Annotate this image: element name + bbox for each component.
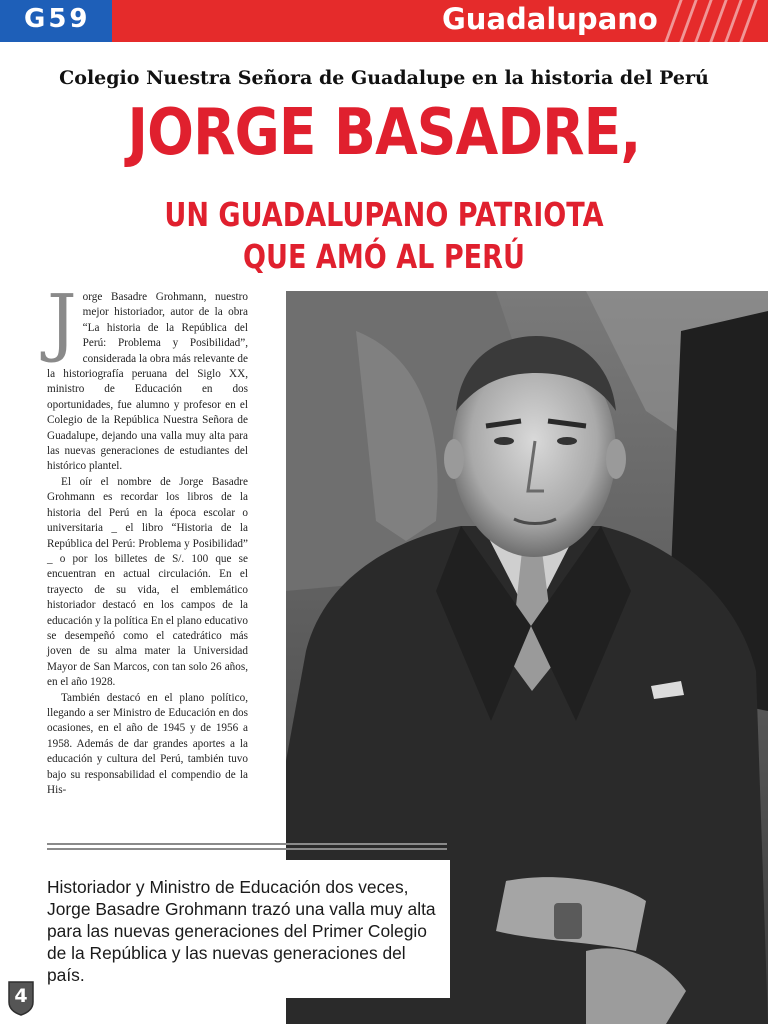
magazine-title: Guadalupano (442, 2, 658, 36)
header-banner (112, 0, 768, 42)
page-number: 4 (14, 985, 28, 1007)
header-section-badge (0, 0, 112, 42)
banner-stripe (664, 0, 682, 42)
banner-stripe (694, 0, 712, 42)
drop-cap: J (47, 279, 77, 365)
banner-stripe (724, 0, 742, 42)
banner-stripe (709, 0, 727, 42)
subheadline-line-2: QUE AMÓ AL PERÚ (243, 237, 525, 276)
page-number-badge (6, 980, 36, 1016)
article-body (47, 279, 248, 798)
photo-caption: Historiador y Ministro de Educación dos veces, Jorge Basadre Grohmann trazó una valla muy alta para las nuevas generaciones del Primer Colegio de la República y las nuevas generaciones del país. (47, 877, 436, 985)
banner-stripe (679, 0, 697, 42)
caption-rule-bottom (47, 848, 447, 850)
article-paragraph-2: El oír el nombre de Jorge Basadre Grohmann es recordar los libros de la historia del Perú en la época escolar o universitaria _ el libro “Historia de la República del Perú: Problema y Posibilidad” _ o por los billetes de S/. 100 que se encuentran en actual circulación. En el trayecto de su vida, el emblemático historiador destacó en los campos de la educación y la política En el plano educativo se desempeñó como el catedrático más joven de su alma mater la Universidad Mayor de San Marcos, con tan solo 26 años, en el año 1928. (47, 475, 248, 689)
banner-stripe (739, 0, 757, 42)
caption-rule-top (47, 843, 447, 845)
kicker-line: Colegio Nuestra Señora de Guadalupe en la historia del Perú (59, 67, 709, 89)
article-paragraph-1: orge Basadre Grohmann, nuestro mejor historiador, autor de la obra “La historia de la República del Perú: Problema y Posibilidad”, considerada la obra más relevante de la historiografía peruana del Siglo XX, ministro de Educación en dos oportunidades, fue alumno y profesor en el Colegio de la República Nuestra Señora de Guadalupe, dejando una valla muy alta para las nuevas generaciones de estudiantes del histórico plantel. (47, 291, 248, 473)
section-code: G59 (24, 4, 91, 34)
subheadline-line-1: UN GUADALUPANO PATRIOTA (164, 195, 604, 234)
article-paragraph-3: También destacó en el plano político, llegando a ser Ministro de Educación en dos ocasiones, en el año de 1945 y de 1956 a 1958. Además de dar grandes aportes a la educación y cultura del Perú, también tuvo bajo su responsabilidad el compendio de la His- (47, 691, 248, 796)
headline: JORGE BASADRE, (127, 96, 641, 170)
